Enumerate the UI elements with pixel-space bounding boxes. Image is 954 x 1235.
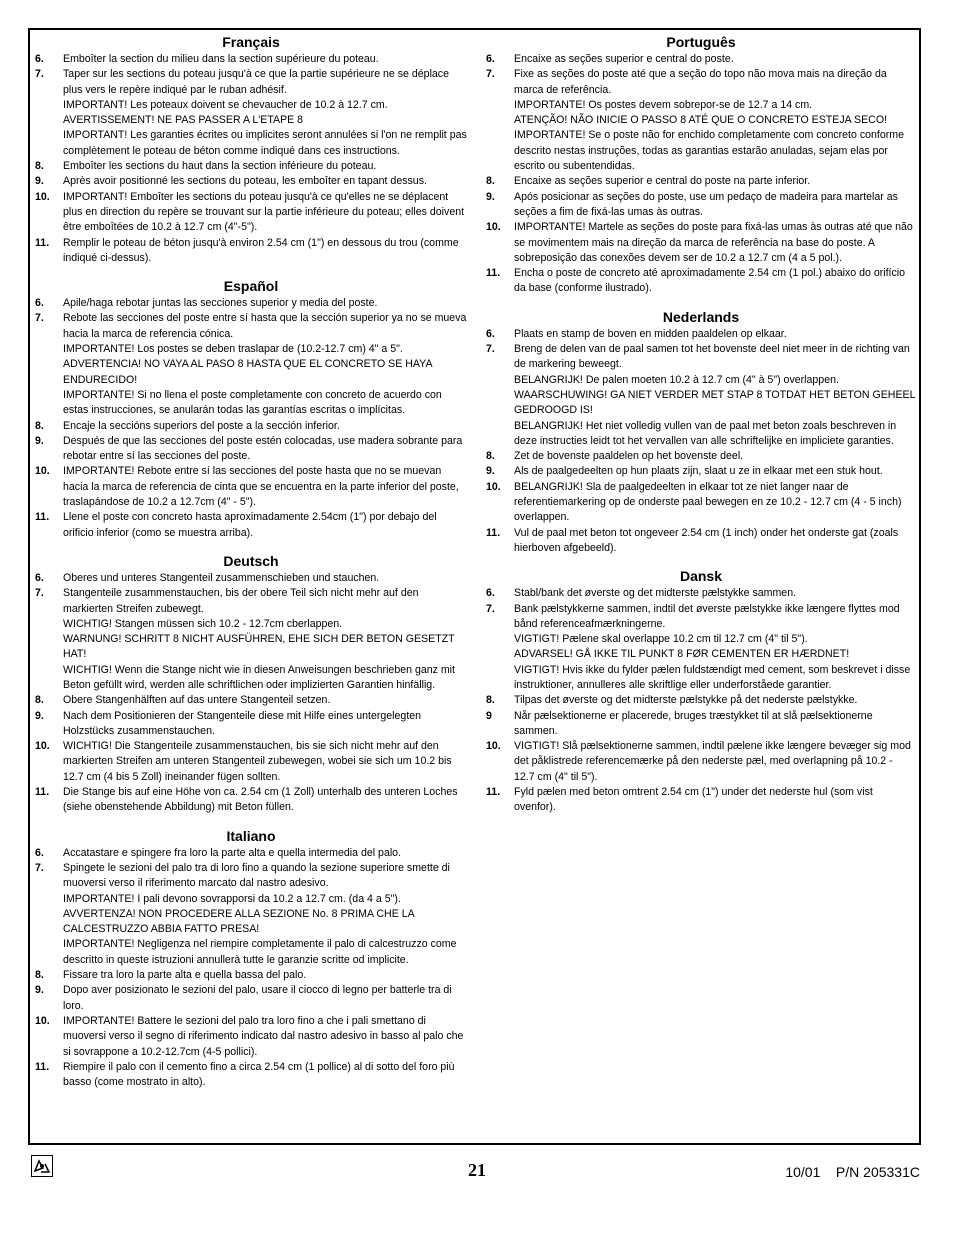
step-text: Encaje la seccións superiors del poste a la sección inferior. bbox=[63, 419, 340, 432]
step-number: 7. bbox=[35, 312, 44, 325]
instruction-item bbox=[35, 571, 467, 586]
step-number: 10. bbox=[35, 465, 50, 478]
right-column bbox=[486, 34, 916, 828]
instruction-item bbox=[35, 464, 467, 510]
step-number: 11. bbox=[35, 786, 50, 799]
step-text: Após posicionar as seções do poste, use um pedaço de madeira para martelar as seções a fim de fixá-las umas às outras. bbox=[514, 190, 898, 218]
language-section bbox=[35, 278, 467, 541]
step-text: IMPORTANTE! Martele as seções do poste para fixá-las umas às outras até que não se movimentem mais na direção da marca de referência na base do poste. A sobreposição das conexões devem ser de 10.2 a 12.7 cm (4 a 5 pol.). bbox=[514, 221, 913, 264]
part-number: 10/01 P/N 205331C bbox=[785, 1164, 920, 1180]
step-number: 7. bbox=[486, 602, 495, 615]
section-title: Português bbox=[666, 34, 736, 50]
language-section bbox=[35, 34, 467, 266]
step-number: 11. bbox=[486, 267, 501, 280]
instruction-item bbox=[35, 67, 467, 159]
step-text: Encaixe as seções superior e central do poste na parte inferior. bbox=[514, 175, 811, 188]
instruction-item bbox=[486, 67, 916, 174]
step-number: 9. bbox=[35, 984, 44, 997]
language-section bbox=[35, 828, 467, 1091]
instruction-item bbox=[35, 296, 467, 311]
step-text: Fyld pælen med beton omtrent 2.54 cm (1") under det nederste hul (som vist ovenfor). bbox=[514, 786, 873, 814]
instruction-item bbox=[35, 968, 467, 983]
step-text: Stabl/bank det øverste og det midterste pælstykke sammen. bbox=[514, 587, 797, 600]
step-text: Fixe as seções do poste até que a seção do topo não mova mais na direção da marca de referência. IMPORTANTE! Os postes devem sobrepor-se de 12.7 a 14 cm. ATENÇÃO! NÃO INICIE O PASSO 8 ATÉ QUE O CONCRETO ESTEJA SECO! IMPORTANTE! Se o poste não for enchido completamente com concreto conforme descrito nestas instruções, todas as garantias estarão anuladas, sejam elas por escrito ou subentendidas. bbox=[514, 68, 904, 173]
step-number: 11. bbox=[486, 786, 501, 799]
step-text: Vul de paal met beton tot ongeveer 2.54 cm (1 inch) onder het onderste gat (zoals hierboven afgebeeld). bbox=[514, 526, 899, 554]
instruction-item bbox=[35, 190, 467, 236]
section-title: Italiano bbox=[226, 827, 276, 844]
step-text: Rebote las secciones del poste entre sí hasta que la sección superior ya no se mueva hacia la marca de referencia cónica. IMPORTANTE! Los postes se deben traslapar de (10.2-12.7 cm) 4" a 5". ADVERTENCIA! NO VAYA AL PASO 8 HASTA QUE EL CONCRETO SE HAYA ENDURECIDO! IMPORTANTE! Si no llena el poste completamente con concreto de acuerdo con estas instrucciones, se anularán todas las garantías escritas o implícitas. bbox=[63, 312, 467, 417]
step-number: 6. bbox=[486, 53, 495, 65]
instruction-item bbox=[486, 449, 916, 464]
step-text: Zet de bovenste paaldelen op het bovenste deel. bbox=[514, 450, 744, 463]
instruction-item bbox=[486, 342, 916, 449]
instruction-item bbox=[35, 1060, 467, 1091]
step-number: 10. bbox=[35, 740, 50, 753]
step-text: Spingete le sezioni del palo tra di loro fino a quando la sezione superiore smette di muoversi verso il riferimento marcato dal nastro adesivo. IMPORTANTE! I pali devono sovrapporsi da 10.2 a 12.7 cm. (da 4 a 5"). AVVERTENZA! NON PROCEDERE ALLA SEZIONE No. 8 PRIMA CHE LA CALCESTRUZZO ABBIA FATTO PRESA! IMPORTANTE! Negligenza nel riempire completamente il palo di calcestruzzo come descritto in queste istruzioni annullerà tutte le garanzie scritte od implicite. bbox=[63, 861, 457, 966]
step-text: Når pælsektionerne er placerede, bruges træstykket til at slå pælsektionerne sammen. bbox=[514, 709, 873, 737]
step-text: BELANGRIJK! Sla de paalgedeelten in elkaar tot ze niet langer naar de referentiemarkering op de onderste paal bewegen en ze 10.2 - 12.7 cm (4 - 5 inch) overlappen. bbox=[514, 480, 902, 524]
step-number: 9. bbox=[486, 190, 495, 203]
step-text: Encha o poste de concreto até aproximadamente 2.54 cm (1 pol.) abaixo do orifício da base (conforme ilustrado). bbox=[514, 267, 906, 295]
step-number: 8. bbox=[486, 694, 495, 707]
step-text: Después de que las secciones del poste estén colocadas, use madera sobrante para rebotar entre sí las secciones del poste. bbox=[63, 434, 463, 463]
step-number: 11. bbox=[35, 236, 50, 249]
step-text: Accatastare e spingere fra loro la parte alta e quella intermedia del palo. bbox=[63, 846, 402, 859]
instruction-item bbox=[486, 190, 916, 221]
instruction-item bbox=[35, 174, 467, 189]
step-number: 7. bbox=[35, 68, 44, 81]
step-number: 7. bbox=[35, 861, 44, 874]
instruction-item bbox=[486, 464, 916, 479]
step-number: 9 bbox=[486, 709, 492, 722]
step-number: 7. bbox=[486, 343, 495, 356]
instruction-item bbox=[35, 52, 467, 67]
section-title: Français bbox=[222, 34, 280, 50]
step-text: Die Stange bis auf eine Höhe von ca. 2.54 cm (1 Zoll) unterhalb des unteren Loches (siehe obenstehende Abbildung) mit Beton füllen. bbox=[63, 786, 458, 814]
instruction-item bbox=[35, 785, 467, 816]
instruction-item bbox=[35, 434, 467, 465]
step-text: Riempire il palo con il cemento fino a circa 2.54 cm (1 pollice) al di sotto del foro più basso (come mostrato in alto). bbox=[63, 1060, 455, 1089]
step-text: Emboîter les sections du haut dans la section inférieure du poteau. bbox=[63, 160, 377, 173]
instruction-item bbox=[35, 510, 467, 541]
step-number: 9. bbox=[486, 465, 495, 478]
section-title: Español bbox=[223, 278, 279, 295]
step-text: IMPORTANTE! Battere le sezioni del palo tra loro fino a che i pali smettano di muoversi verso il segno di riferimento indicato dal nastro adesivo in basso al palo che si sovrappone a 10.2-12.7cm (4-5 pollici). bbox=[63, 1014, 464, 1058]
step-number: 8. bbox=[486, 450, 495, 463]
language-section bbox=[35, 553, 467, 816]
step-number: 6. bbox=[35, 846, 44, 859]
step-number: 6. bbox=[35, 53, 44, 65]
step-text: Nach dem Positionieren der Stangenteile diese mit Hilfe eines untergelegten Holzstücks zusammenstauchen. bbox=[63, 709, 422, 737]
step-number: 9. bbox=[35, 709, 44, 722]
step-number: 6. bbox=[35, 297, 44, 310]
step-text: Encaixe as seções superior e central do poste. bbox=[514, 53, 734, 65]
section-title: Nederlands bbox=[662, 308, 740, 325]
section-title: Dansk bbox=[679, 568, 723, 585]
step-text: WICHTIG! Die Stangenteile zusammenstauchen, bis sie sich nicht mehr auf den markierten Streifen am unteren Stangenteil zubewegen, wobei sie sich um 10.2 bis 12.7 cm (4 bis 5 Zoll) ineinander fügen sollten. bbox=[63, 740, 452, 783]
instruction-item bbox=[486, 266, 916, 297]
instruction-item bbox=[35, 693, 467, 708]
instruction-item bbox=[35, 983, 467, 1014]
step-text: Après avoir positionné les sections du poteau, les emboîter en tapant dessus. bbox=[63, 175, 427, 188]
step-number: 9. bbox=[35, 175, 44, 188]
language-section bbox=[486, 34, 916, 297]
step-number: 10. bbox=[35, 190, 50, 203]
step-text: Stangenteile zusammenstauchen, bis der obere Teil sich nicht mehr auf den markierten Streifen zubewegt. WICHTIG! Stangen müssen sich 10.2 - 12.7cm cberlappen. WARNUNG! SCHRITT 8 NICHT AUSFÜHREN, EHE SICH DER BETON GESETZT HAT! WICHTIG! Wenn die Stange nicht wie in diesen Anweisungen beschrieben ganz mit Beton gefüllt wird, werden alle schriftlichen oder implizierten Garantien hinfällig. bbox=[63, 587, 455, 691]
instruction-item bbox=[35, 739, 467, 785]
instruction-item bbox=[486, 327, 916, 342]
step-number: 10. bbox=[35, 1014, 50, 1027]
instruction-item bbox=[486, 480, 916, 526]
step-number: 6. bbox=[35, 571, 44, 584]
step-text: Taper sur les sections du poteau jusqu'à ce que la partie supérieure ne se déplace plus vers le repère indiqué par le ruban adhésif. IMPORTANT! Les poteaux doivent se chevaucher de 10.2 à 12.7 cm. AVERTISSEMENT! NE PAS PASSER A L'ETAPE 8 IMPORTANT! Les garanties écrites ou implicites seront annulées si l'on ne remplit pas complètement le poteau de béton comme indiqué dans ces instructions. bbox=[63, 68, 467, 157]
left-column bbox=[35, 34, 467, 1102]
step-text: Obere Stangenhälften auf das untere Stangenteil setzen. bbox=[63, 694, 331, 707]
step-text: Fissare tra loro la parte alta e quella bassa del palo. bbox=[63, 969, 307, 982]
step-number: 8. bbox=[35, 160, 44, 173]
instruction-item bbox=[486, 220, 916, 266]
step-number: 11. bbox=[35, 1060, 50, 1073]
step-number: 8. bbox=[35, 694, 44, 707]
instruction-item bbox=[35, 1014, 467, 1060]
step-text: Emboîter la section du milieu dans la section supérieure du poteau. bbox=[63, 53, 379, 65]
recycle-logo-icon bbox=[31, 1155, 53, 1177]
step-number: 7. bbox=[486, 68, 495, 81]
instruction-item bbox=[486, 785, 916, 816]
step-text: IMPORTANT! Emboîter les sections du poteau jusqu'à ce qu'elles ne se déplacent plus en direction du repère se trouvant sur la partie inférieure du poteau; elles doivent être emboîtées de 10.2 à 12.7 cm (4"-5"). bbox=[63, 190, 465, 234]
instruction-item bbox=[35, 159, 467, 174]
step-text: Tilpas det øverste og det midterste pælstykke på det nederste pælstykke. bbox=[514, 694, 858, 707]
instruction-item bbox=[486, 602, 916, 694]
section-title: Deutsch bbox=[223, 552, 279, 569]
instruction-item bbox=[486, 526, 916, 557]
step-text: Breng de delen van de paal samen tot het bovenste deel niet meer in de richting van de markering beweegt. BELANGRIJK! De palen moeten 10.2 à 12.7 cm (4" à 5") overlappen. WAARSCHUWING! GA NIET VERDER MET STAP 8 TOTDAT HET BETON GEHEEL GEDROOGD IS! BELANGRIJK! Het niet volledig vullen van de paal met beton zoals beschreven in deze instructies leidt tot het vervallen van alle schriftelijke en impliciete garanties. bbox=[514, 343, 916, 447]
instruction-item bbox=[35, 586, 467, 693]
instruction-item bbox=[486, 52, 916, 67]
language-section bbox=[486, 309, 916, 556]
step-number: 6. bbox=[486, 587, 495, 600]
step-text: Bank pælstykkerne sammen, indtil det øverste pælstykke ikke længere flyttes mod bånd referenceafmærkningerne. VIGTIGT! Pælene skal overlappe 10.2 cm til 12.7 cm (4" til 5"). ADVARSEL! GÅ IKKE TIL PUNKT 8 FØR CEMENTEN ER HÆRDNET! VIGTIGT! Hvis ikke du fylder pælen fuldstændigt med cement, som beskrevet i disse instruktioner, annulleres alle skriftlige eller underforståede garantier. bbox=[514, 602, 911, 691]
instruction-item bbox=[486, 709, 916, 740]
step-text: VIGTIGT! Slå pælsektionerne sammen, indtil pælene ikke længere bevæger sig mod det påklistrede referencemærke på den nederste pæl, med overlapning på 10.2 - 12.7 cm (4" til 5"). bbox=[514, 740, 911, 783]
step-text: Remplir le poteau de béton jusqu'à environ 2.54 cm (1") en dessous du trou (comme indiqué ci-dessus). bbox=[63, 236, 459, 264]
step-text: Plaats en stamp de boven en midden paaldelen op elkaar. bbox=[514, 327, 787, 340]
instruction-item bbox=[35, 236, 467, 267]
step-number: 7. bbox=[35, 587, 44, 600]
instruction-item bbox=[486, 174, 916, 189]
language-section bbox=[486, 568, 916, 815]
step-number: 8. bbox=[486, 175, 495, 188]
instruction-item bbox=[35, 846, 467, 861]
instruction-item bbox=[486, 693, 916, 708]
step-number: 11. bbox=[486, 526, 501, 539]
step-number: 10. bbox=[486, 480, 501, 493]
instruction-item bbox=[35, 419, 467, 434]
step-number: 10. bbox=[486, 740, 501, 753]
instruction-item bbox=[35, 861, 467, 968]
step-number: 11. bbox=[35, 511, 50, 524]
instruction-item bbox=[486, 586, 916, 601]
step-text: IMPORTANTE! Rebote entre sí las secciones del poste hasta que no se muevan hacia la marca de referencia de cinta que se encuentra en la parte inferior del poste, traslapándose de 10.2 a 12.7cm (4" - 5"). bbox=[63, 465, 459, 509]
step-number: 6. bbox=[486, 327, 495, 340]
instruction-item bbox=[35, 709, 467, 740]
step-text: Dopo aver posizionato le sezioni del palo, usare il ciocco di legno per batterle tra di loro. bbox=[63, 984, 452, 1012]
step-number: 10. bbox=[486, 221, 501, 234]
step-number: 9. bbox=[35, 434, 44, 447]
step-number: 8. bbox=[35, 969, 44, 982]
step-text: Oberes und unteres Stangenteil zusammenschieben und stauchen. bbox=[63, 571, 380, 584]
step-text: Als de paalgedeelten op hun plaats zijn, slaat u ze in elkaar met een stuk hout. bbox=[514, 465, 883, 478]
step-number: 8. bbox=[35, 419, 44, 432]
instruction-item bbox=[486, 739, 916, 785]
instruction-item bbox=[35, 311, 467, 418]
step-text: Apile/haga rebotar juntas las secciones superior y media del poste. bbox=[63, 297, 378, 310]
page-number: 21 bbox=[468, 1160, 486, 1180]
step-text: Llene el poste con concreto hasta aproximadamente 2.54cm (1") por debajo del orificio inferior (como se muestra arriba). bbox=[63, 511, 437, 539]
